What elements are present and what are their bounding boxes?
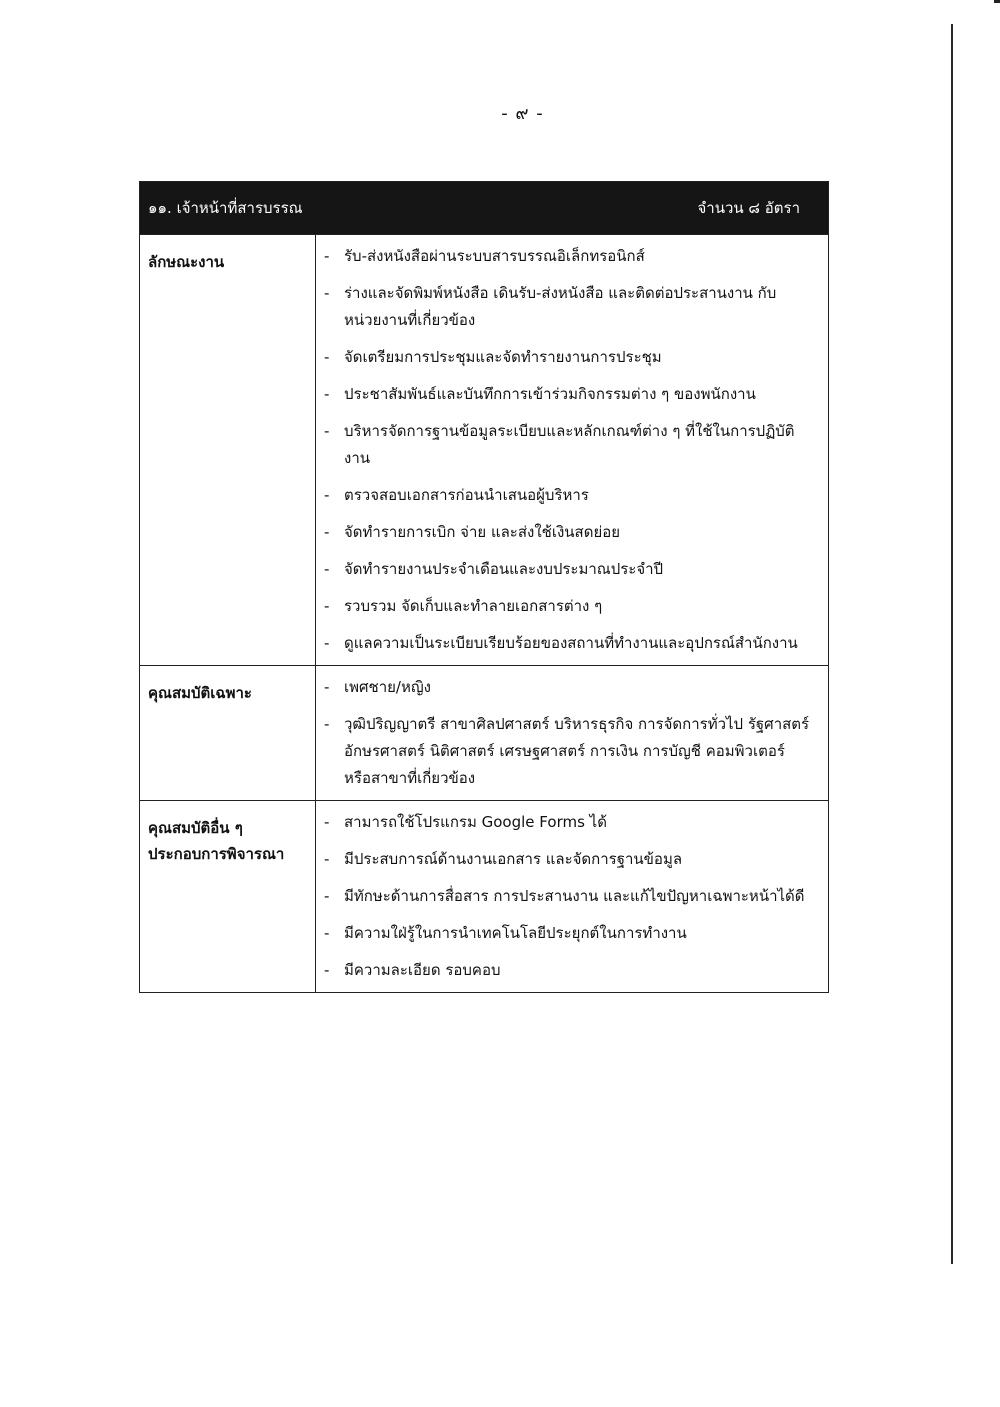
bullet-dash: - bbox=[324, 813, 330, 831]
bullet-dash: - bbox=[324, 284, 330, 302]
list-item-text: รับ-ส่งหนังสือผ่านระบบสารบรรณอิเล็กทรอนิกส์ bbox=[344, 247, 645, 265]
table-header-cell bbox=[140, 182, 829, 235]
scan-corner-mark bbox=[994, 0, 1000, 3]
qualification-list bbox=[324, 674, 812, 792]
bullet-dash: - bbox=[324, 523, 330, 541]
list-item-text: จัดทำรายการเบิก จ่าย และส่งใช้เงินสดย่อย bbox=[344, 523, 621, 541]
list-item-text: จัดทำรายงานประจำเดือนและงบประมาณประจำปี bbox=[344, 560, 664, 578]
detail-cell bbox=[316, 801, 829, 993]
list-item bbox=[324, 556, 812, 583]
list-item bbox=[324, 482, 812, 509]
list-item bbox=[324, 711, 812, 792]
list-item bbox=[324, 593, 812, 620]
category-cell bbox=[140, 666, 316, 801]
list-item bbox=[324, 243, 812, 270]
list-item-text: รวบรวม จัดเก็บและทำลายเอกสารต่าง ๆ bbox=[344, 597, 603, 615]
other-qualification-list bbox=[324, 809, 812, 984]
list-item-text: ตรวจสอบเอกสารก่อนนำเสนอผู้บริหาร bbox=[344, 486, 589, 504]
list-item bbox=[324, 920, 812, 947]
list-item-text: ดูแลความเป็นระเบียบเรียบร้อยของสถานที่ทำงานและอุปกรณ์สำนักงาน bbox=[344, 634, 798, 652]
list-item-text: บริหารจัดการฐานข้อมูลระเบียบและหลักเกณฑ์ต่าง ๆ ที่ใช้ในการปฏิบัติงาน bbox=[344, 422, 795, 467]
list-item-text: มีประสบการณ์ด้านงานเอกสาร และจัดการฐานข้อมูล bbox=[344, 850, 683, 868]
category-cell bbox=[140, 235, 316, 666]
list-item-text: สามารถใช้โปรแกรม Google Forms ได้ bbox=[344, 813, 607, 831]
list-item-text: ร่างและจัดพิมพ์หนังสือ เดินรับ-ส่งหนังสือ และติดต่อประสานงาน กับหน่วยงานที่เกี่ยวข้อง bbox=[344, 284, 777, 329]
list-item bbox=[324, 809, 812, 836]
list-item bbox=[324, 846, 812, 873]
bullet-dash: - bbox=[324, 247, 330, 265]
bullet-dash: - bbox=[324, 486, 330, 504]
category-label: คุณสมบัติเฉพาะ bbox=[148, 684, 252, 702]
detail-cell bbox=[316, 235, 829, 666]
category-label: ลักษณะงาน bbox=[148, 253, 225, 271]
list-item-text: จัดเตรียมการประชุมและจัดทำรายงานการประชุม bbox=[344, 348, 662, 366]
bullet-dash: - bbox=[324, 678, 330, 696]
detail-cell bbox=[316, 666, 829, 801]
bullet-dash: - bbox=[324, 385, 330, 403]
list-item-text: วุฒิปริญญาตรี สาขาศิลปศาสตร์ บริหารธุรกิจ การจัดการทั่วไป รัฐศาสตร์ อักษรศาสตร์ นิติศาสตร์ เศรษฐศาสตร์ การเงิน การบัญชี คอมพิวเตอร์ หรือสาขาที่เกี่ยวข้อง bbox=[344, 715, 810, 787]
list-item-text: ประชาสัมพันธ์และบันทึกการเข้าร่วมกิจกรรมต่าง ๆ ของพนักงาน bbox=[344, 385, 756, 403]
bullet-dash: - bbox=[324, 348, 330, 366]
bullet-dash: - bbox=[324, 887, 330, 905]
list-item bbox=[324, 883, 812, 910]
page-number: - ๙ - bbox=[501, 103, 544, 124]
job-spec-table bbox=[139, 181, 829, 993]
table-header-row bbox=[140, 182, 829, 235]
bullet-dash: - bbox=[324, 597, 330, 615]
scan-margin-line bbox=[951, 24, 953, 1264]
category-cell bbox=[140, 801, 316, 993]
position-title: ๑๑. เจ้าหน้าที่สารบรรณ bbox=[148, 199, 303, 217]
list-item bbox=[324, 280, 812, 334]
table-row-specific-qualifications bbox=[140, 666, 829, 801]
list-item bbox=[324, 957, 812, 984]
list-item bbox=[324, 674, 812, 701]
list-item-text: มีทักษะด้านการสื่อสาร การประสานงาน และแก้ไขปัญหาเฉพาะหน้าได้ดี bbox=[344, 887, 805, 905]
list-item bbox=[324, 418, 812, 472]
bullet-dash: - bbox=[324, 924, 330, 942]
table-row-job-description bbox=[140, 235, 829, 666]
list-item bbox=[324, 381, 812, 408]
bullet-dash: - bbox=[324, 634, 330, 652]
position-quota: จำนวน ๘ อัตรา bbox=[697, 199, 800, 217]
category-label-line-2: ประกอบการพิจารณา bbox=[148, 845, 285, 863]
list-item-text: มีความใฝ่รู้ในการนำเทคโนโลยีประยุกต์ในการทำงาน bbox=[344, 924, 687, 942]
list-item bbox=[324, 630, 812, 657]
list-item bbox=[324, 344, 812, 371]
table-row-other-qualifications bbox=[140, 801, 829, 993]
list-item bbox=[324, 519, 812, 546]
list-item-text: มีความละเอียด รอบคอบ bbox=[344, 961, 501, 979]
bullet-dash: - bbox=[324, 715, 330, 733]
duty-list bbox=[324, 243, 812, 657]
category-label-line-1: คุณสมบัติอื่น ๆ bbox=[148, 819, 243, 837]
bullet-dash: - bbox=[324, 422, 330, 440]
bullet-dash: - bbox=[324, 850, 330, 868]
bullet-dash: - bbox=[324, 961, 330, 979]
bullet-dash: - bbox=[324, 560, 330, 578]
list-item-text: เพศชาย/หญิง bbox=[344, 678, 431, 696]
